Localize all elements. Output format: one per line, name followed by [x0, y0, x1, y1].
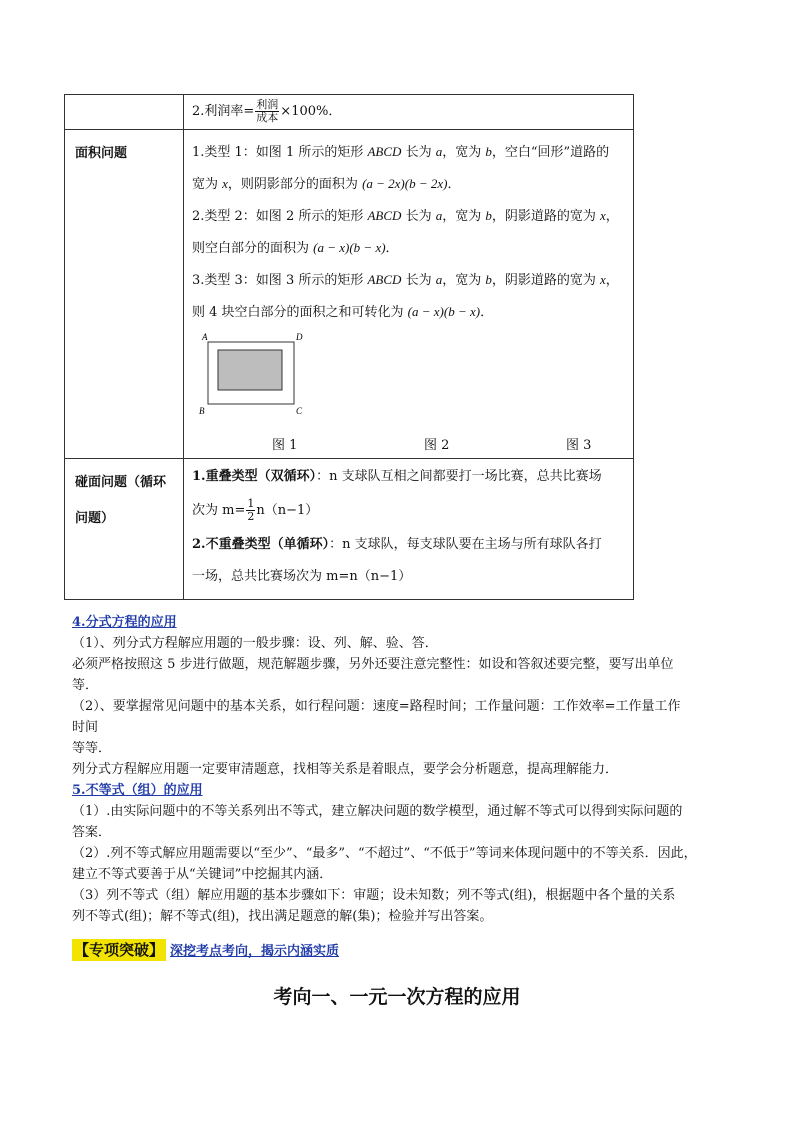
- paragraph: 列分式方程解应用题一定要审清题意，找相等关系是着眼点，要学会分析题意，提高理解能力．: [72, 762, 619, 777]
- profit-fraction: [255, 99, 279, 124]
- text-line: 2.不重叠类型（单循环）：n 支球队，每支球队要在主场与所有球队各打: [192, 537, 602, 552]
- section-title: 考向一、一元一次方程的应用: [273, 986, 521, 1008]
- table-row: [65, 130, 634, 459]
- corner-label-a: A: [202, 332, 208, 342]
- text-line: 1.重叠类型（双循环）：n 支球队互相之间都要打一场比赛，总共比赛场: [192, 469, 602, 484]
- paragraph: （3）列不等式（组）解应用题的基本步骤如下：审题；设未知数；列不等式(组)，根据题中各个量的关系: [72, 888, 676, 903]
- figure-area: [192, 328, 625, 432]
- half-fraction: [246, 498, 255, 523]
- corner-label-c: C: [296, 406, 303, 416]
- profit-cell: [184, 95, 634, 130]
- text-line: 则空白部分的面积为 (a − x)(b − x)．: [192, 240, 399, 256]
- special-breakthrough-banner: [72, 939, 339, 961]
- formula-text: 2.利润率=: [192, 104, 255, 119]
- knowledge-table: [64, 94, 634, 600]
- fraction-numerator: 利润: [256, 98, 279, 111]
- table-row: [65, 95, 634, 130]
- fractional-equation-section: [72, 612, 732, 780]
- text-line: 1.类型 1：如图 1 所示的矩形 ABCD 长为 a，宽为 b，空白“回形”道路的: [192, 144, 610, 160]
- meet-cell: [184, 459, 634, 600]
- meet-label-cell: [65, 459, 184, 600]
- row-label: 问题）: [75, 511, 115, 526]
- paragraph: （2）.列不等式解应用题需要以“至少”、“最多”、“不超过”、“不低于”等词来体现问题中的不等关系．因此，: [72, 846, 697, 861]
- corner-label-b: B: [199, 406, 205, 416]
- figure-2-caption: 图 2: [424, 438, 450, 453]
- paragraph: 必须严格按照这 5 步进行做题，规范解题步骤，另外还要注意完整性：如设和答叙述要完整，要写出单位: [72, 657, 674, 672]
- row-label: 碰面问题（循环: [75, 475, 167, 490]
- profit-formula: [192, 95, 625, 128]
- fraction-denominator: 成本: [256, 111, 279, 124]
- section-heading: 4.分式方程的应用: [72, 615, 177, 630]
- section-heading: 5.不等式（组）的应用: [72, 783, 203, 798]
- inequality-section: [72, 780, 732, 927]
- corner-label-d: D: [296, 332, 303, 342]
- banner-subtitle: 深挖考点考向，揭示内涵实质: [170, 944, 340, 959]
- paragraph: 列不等式(组)；解不等式(组)，找出满足题意的解(集)；检验并写出答案。: [72, 909, 493, 924]
- area-label-cell: [65, 130, 184, 459]
- paragraph: 等等．: [72, 741, 112, 756]
- banner-tag: 【专项突破】: [74, 941, 165, 959]
- paragraph: 等．: [72, 678, 99, 693]
- figure-captions: [192, 432, 625, 458]
- paragraph: （2）、要掌握常见问题中的基本关系，如行程问题：速度=路程时间；工作量问题：工作效率=工作量工作: [72, 699, 681, 714]
- paragraph: 答案．: [72, 825, 112, 840]
- empty-label-cell: [65, 95, 184, 130]
- text-line: 次为 m= $\frac{1}{2}$ n（n−1）: [192, 497, 319, 523]
- fraction-denominator: 2: [247, 510, 255, 523]
- text-line: 3.类型 3：如图 3 所示的矩形 ABCD 长为 a，宽为 b，阴影道路的宽为 x，: [192, 272, 619, 288]
- area-cell: [184, 130, 634, 459]
- figure-1-caption: 图 1: [272, 438, 298, 453]
- formula-text: ×100%．: [280, 104, 342, 119]
- row-label: 面积问题: [75, 146, 128, 161]
- text-line: 一场，总共比赛场次为 m=n（n−1）: [192, 569, 412, 584]
- figure-3-caption: 图 3: [566, 438, 592, 453]
- figure-1-diagram: [196, 328, 336, 428]
- shaded-rectangle: [218, 350, 282, 390]
- text-line: 2.类型 2：如图 2 所示的矩形 ABCD 长为 a，宽为 b，阴影道路的宽为 x，: [192, 208, 619, 224]
- paragraph: （1）.由实际问题中的不等关系列出不等式，建立解决问题的数学模型，通过解不等式可以得到实际问题的: [72, 804, 683, 819]
- fraction-numerator: 1: [247, 497, 255, 510]
- paragraph: 建立不等式要善于从“关键词”中挖掘其内涵．: [72, 867, 333, 882]
- text-line: 则 4 块空白部分的面积之和可转化为 (a − x)(b − x)．: [192, 304, 494, 320]
- paragraph: 时间: [72, 720, 99, 735]
- table-row: [65, 459, 634, 600]
- paragraph: （1）、列分式方程解应用题的一般步骤：设、列、解、验、答．: [72, 636, 438, 651]
- text-line: 宽为 x，则阴影部分的面积为 (a − 2x)(b − 2x)．: [192, 176, 461, 192]
